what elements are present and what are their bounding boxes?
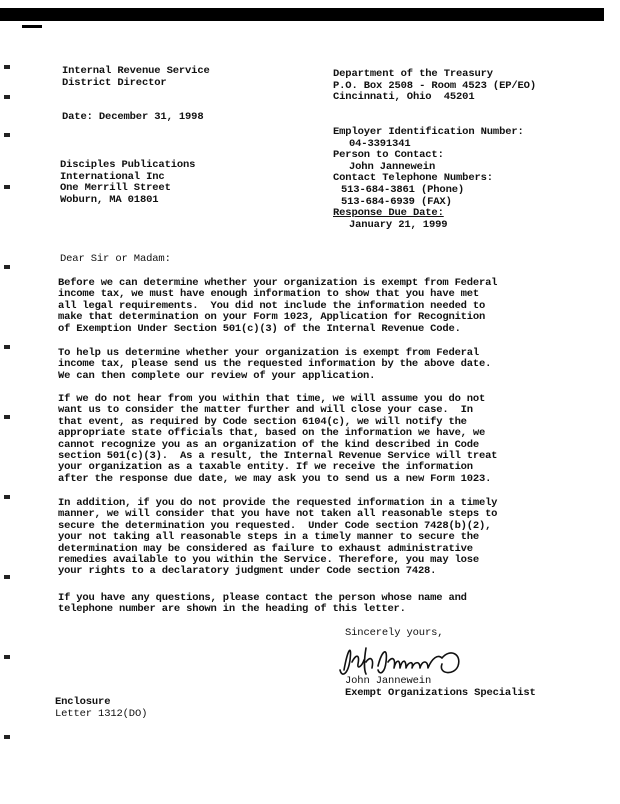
body-paragraph-1: [58, 278, 578, 335]
contact-block: [333, 127, 524, 231]
text-line: make that determination on your Form 1023, Application for Recognition: [58, 311, 486, 324]
text-line: manner, we will consider that you have not taken all reasonable steps to: [58, 508, 498, 521]
ein-value: 04-3391341: [349, 137, 411, 150]
fax-value: 513-684-6939 (FAX): [341, 195, 452, 208]
text-line: Before we can determine whether your organization is exempt from Federal: [58, 277, 498, 289]
body-paragraph-3: [58, 394, 578, 485]
address-line: Disciples Publications: [60, 159, 196, 171]
text-line: your not taking all reasonable steps in a timely manner to secure the: [58, 531, 479, 544]
address-line: International Inc: [60, 170, 165, 183]
phone-value: 513-684-3861 (Phone): [341, 183, 465, 196]
text-line: your organization as a taxable entity. If we receive the information: [58, 461, 473, 474]
scan-left-edge: [4, 55, 14, 775]
text-line: If we do not hear from you within that time, we will assume you do not: [58, 393, 486, 405]
ein-label: Employer Identification Number:: [333, 126, 524, 138]
letter-date: Date: December 31, 1998: [62, 111, 204, 123]
person-label: Person to Contact:: [333, 149, 444, 162]
sender-block: [62, 66, 210, 89]
enclosure-label: Enclosure: [55, 696, 111, 708]
sender-line: Internal Revenue Service: [62, 65, 210, 77]
person-value: John Jannewein: [349, 160, 436, 173]
text-line: determination may be considered as failure to exhaust administrative: [58, 542, 473, 555]
scan-mark: [22, 25, 42, 28]
recipient-address: [60, 160, 195, 206]
sender-line: District Director: [62, 76, 167, 89]
signer-block: [345, 676, 536, 699]
signer-name: John Jannewein: [345, 675, 432, 687]
text-line: that event, as required by Code section 6104(c), we will notify the: [58, 415, 467, 428]
text-line: If you have any questions, please contact the person whose name and: [58, 592, 467, 604]
text-line: after the response due date, we may ask you to send us a new Form 1023.: [58, 472, 492, 485]
agency-line: Department of the Treasury: [333, 68, 493, 80]
text-line: telephone number are shown in the heading of this letter.: [58, 603, 406, 616]
text-line: To help us determine whether your organization is exempt from Federal: [58, 347, 479, 359]
text-line: of Exemption Under Section 501(c)(3) of the Internal Revenue Code.: [58, 322, 461, 335]
due-date-label: Response Due Date:: [333, 207, 444, 220]
body-paragraph-4: [58, 498, 578, 578]
text-line: section 501(c)(3). As a result, the Internal Revenue Service will treat: [58, 450, 498, 463]
enclosure-item: Letter 1312(DO): [55, 707, 148, 720]
body-paragraph-5: [58, 593, 578, 616]
text-line: all legal requirements. You did not include the information needed to: [58, 299, 486, 312]
text-line: remedies available to you within the Service. Therefore, you may lose: [58, 554, 479, 567]
agency-line: P.O. Box 2508 - Room 4523 (EP/EO): [333, 79, 536, 92]
agency-block: [333, 69, 536, 104]
enclosure-block: [55, 697, 147, 720]
text-line: secure the determination you requested. Under Code section 7428(b)(2),: [58, 519, 492, 532]
body-paragraph-2: [58, 348, 578, 382]
due-date-value: January 21, 1999: [349, 218, 448, 231]
text-line: In addition, if you do not provide the requested information in a timely: [58, 497, 498, 509]
text-line: income tax, please send us the requested information by the above date.: [58, 358, 492, 371]
address-line: One Merrill Street: [60, 182, 171, 195]
text-line: want us to consider the matter further and will close your case. In: [58, 404, 473, 417]
text-line: appropriate state officials that, based on the information we have, we: [58, 427, 486, 440]
salutation: Dear Sir or Madam:: [60, 253, 171, 265]
text-line: cannot recognize you as an organization of the kind described in Code: [58, 438, 479, 451]
scan-top-border: [0, 8, 604, 21]
text-line: income tax, we must have enough information to show that you have met: [58, 288, 479, 301]
text-line: We can then complete our review of your application.: [58, 369, 376, 382]
address-line: Woburn, MA 01801: [60, 193, 159, 206]
signer-title: Exempt Organizations Specialist: [345, 686, 536, 699]
phone-label: Contact Telephone Numbers:: [333, 172, 493, 185]
text-line: your rights to a declaratory judgment under Code section 7428.: [58, 565, 437, 578]
closing: Sincerely yours,: [345, 627, 444, 639]
agency-line: Cincinnati, Ohio 45201: [333, 91, 475, 104]
